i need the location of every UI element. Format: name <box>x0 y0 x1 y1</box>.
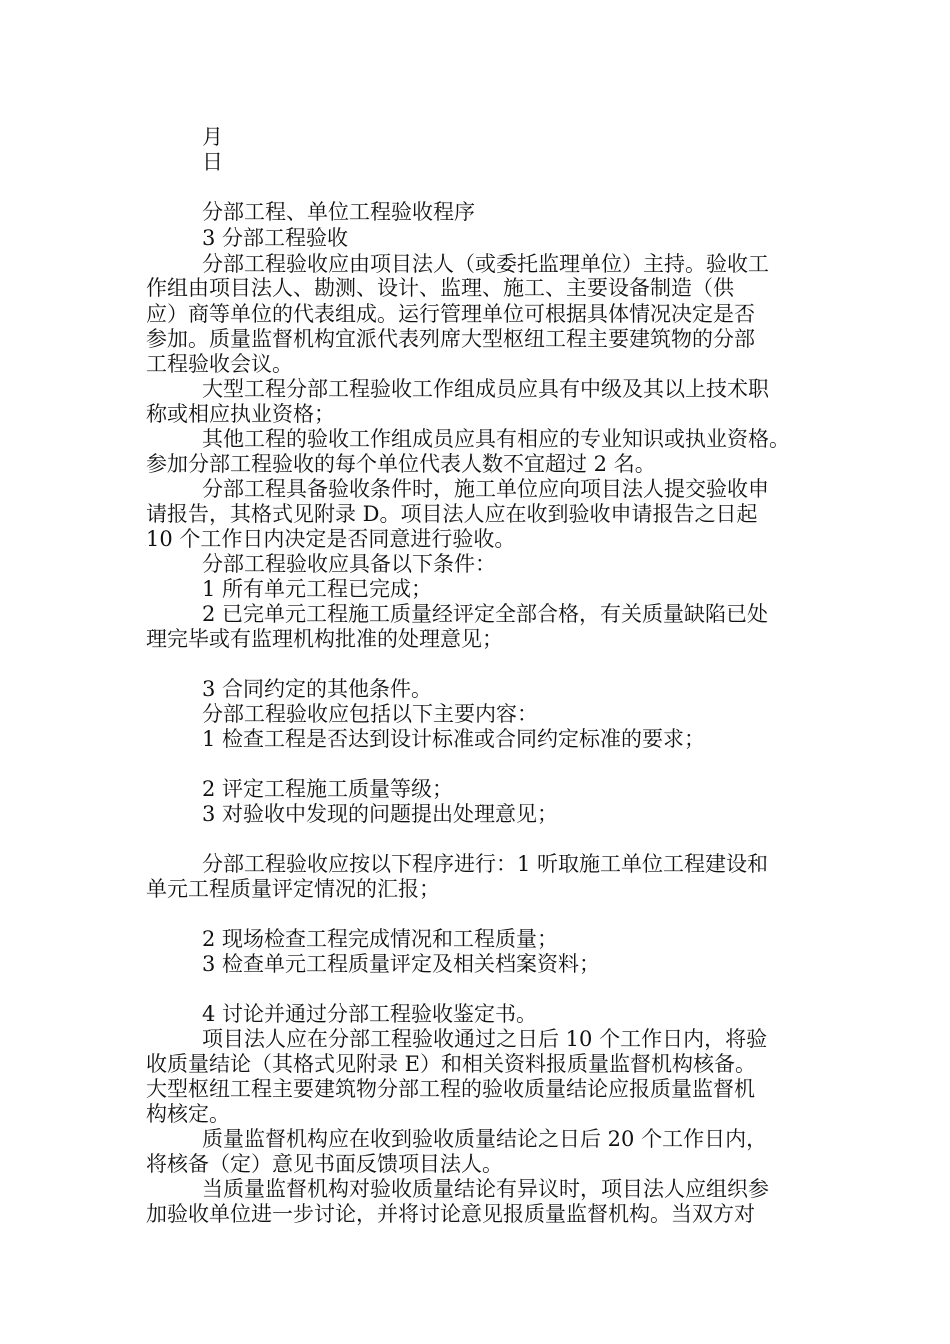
text-line: 应）商等单位的代表组成。运行管理单位可根据具体情况决定是否 <box>146 302 755 326</box>
text-line: 分部工程验收应具备以下条件： <box>202 552 496 576</box>
list-item: 3 对验收中发现的问题提出处理意见； <box>202 802 559 826</box>
text-line: 单元工程质量评定情况的汇报； <box>146 877 440 901</box>
text-line: 其他工程的验收工作组成员应具有相应的专业知识或执业资格。 <box>202 427 790 451</box>
list-item: 2 评定工程施工质量等级； <box>202 777 454 801</box>
text-line: 构核定。 <box>146 1102 230 1126</box>
list-item: 2 已完单元工程施工质量经评定全部合格，有关质量缺陷已处 <box>202 602 769 626</box>
text-line: 质量监督机构应在收到验收质量结论之日后 20 个工作日内， <box>202 1127 768 1151</box>
text-line: 称或相应执业资格； <box>146 402 335 426</box>
text-line: 工程验收会议。 <box>146 352 293 376</box>
list-item: 1 检查工程是否达到设计标准或合同约定标准的要求； <box>202 727 706 751</box>
text-line: 参加分部工程验收的每个单位代表人数不宜超过 2 名。 <box>146 452 656 476</box>
text-line: 大型枢纽工程主要建筑物分部工程的验收质量结论应报质量监督机 <box>146 1077 755 1101</box>
list-item: 1 所有单元工程已完成； <box>202 577 433 601</box>
text-line: 当质量监督机构对验收质量结论有异议时，项目法人应组织参 <box>202 1177 769 1201</box>
text-line: 分部工程具备验收条件时，施工单位应向项目法人提交验收申 <box>202 477 769 501</box>
text-line: 理完毕或有监理机构批准的处理意见； <box>146 627 503 651</box>
text-line: 参加。质量监督机构宜派代表列席大型枢纽工程主要建筑物的分部 <box>146 327 755 351</box>
text-line: 日 <box>202 150 223 174</box>
text-line: 分部工程验收应由项目法人（或委托监理单位）主持。验收工 <box>202 252 769 276</box>
text-line: 加验收单位进一步讨论，并将讨论意见报质量监督机构。当双方对 <box>146 1202 755 1226</box>
text-line: 10 个工作日内决定是否同意进行验收。 <box>146 527 516 551</box>
text-line: 作组由项目法人、勘测、设计、监理、施工、主要设备制造（供 <box>146 276 734 300</box>
text-line: 将核备（定）意见书面反馈项目法人。 <box>146 1152 503 1176</box>
section-title: 分部工程、单位工程验收程序 <box>202 200 475 224</box>
text-line: 分部工程验收应包括以下主要内容： <box>202 702 538 726</box>
text-line: 月 <box>202 125 223 149</box>
text-line: 收质量结论（其格式见附录 E）和相关资料报质量监督机构核备。 <box>146 1052 757 1076</box>
text-line: 分部工程验收应按以下程序进行：1 听取施工单位工程建设和 <box>202 852 769 876</box>
list-item: 3 检查单元工程质量评定及相关档案资料； <box>202 952 601 976</box>
section-heading: 3 分部工程验收 <box>202 226 349 250</box>
text-line: 项目法人应在分部工程验收通过之日后 10 个工作日内，将验 <box>202 1027 768 1051</box>
list-item: 2 现场检查工程完成情况和工程质量； <box>202 927 559 951</box>
text-line: 大型工程分部工程验收工作组成员应具有中级及其以上技术职 <box>202 377 769 401</box>
list-item: 4 讨论并通过分部工程验收鉴定书。 <box>202 1002 538 1026</box>
list-item: 3 合同约定的其他条件。 <box>202 677 433 701</box>
text-line: 请报告，其格式见附录 D。项目法人应在收到验收申请报告之日起 <box>146 502 758 526</box>
